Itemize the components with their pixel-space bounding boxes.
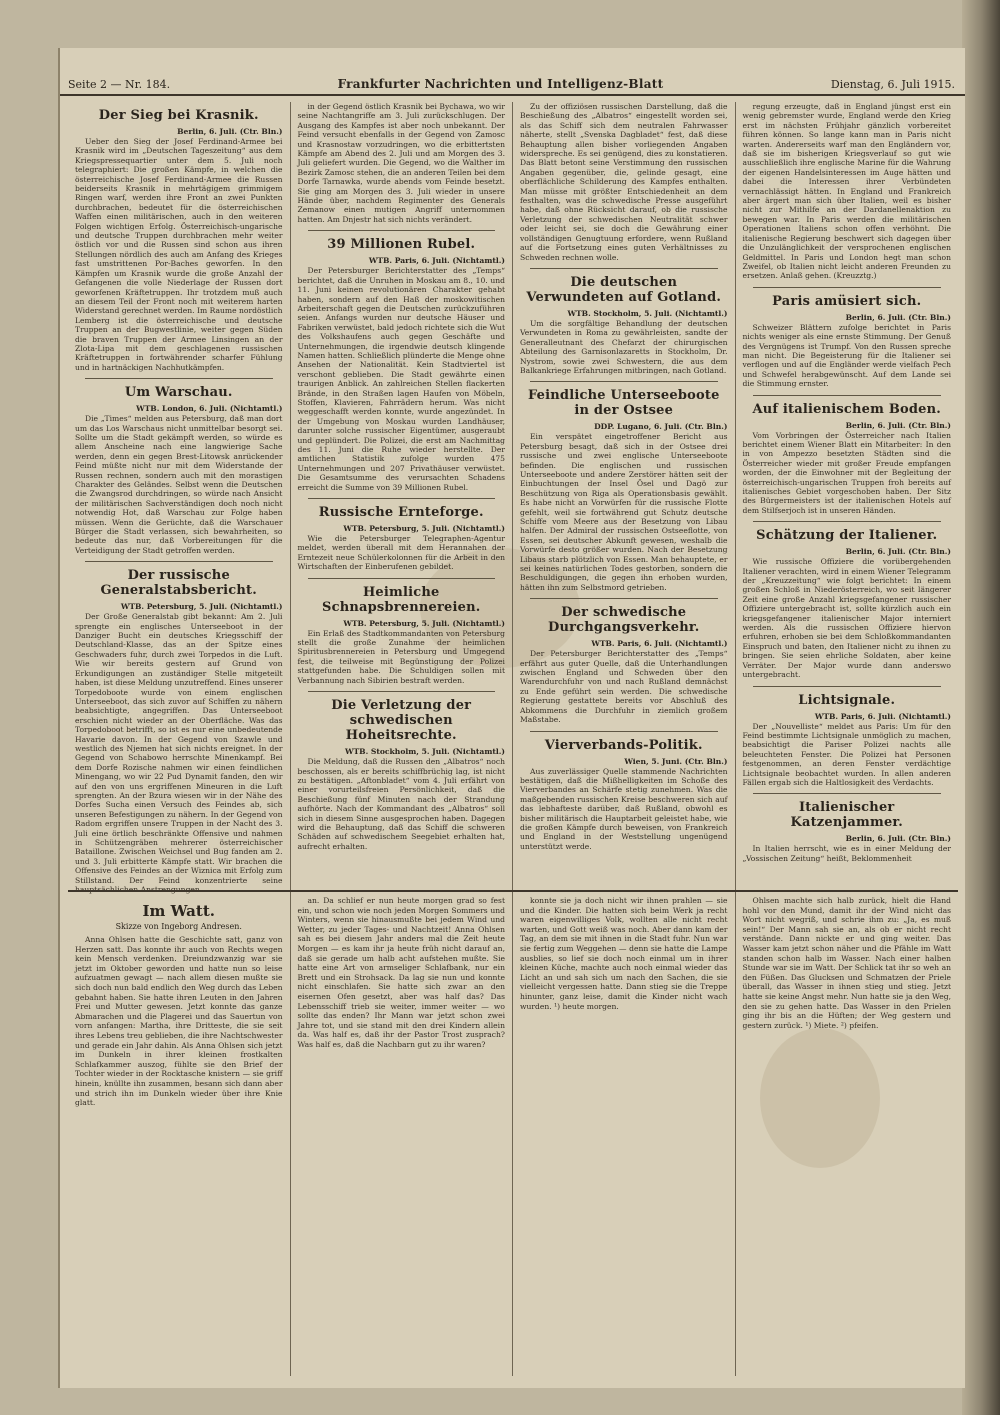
article-dateline: WTB. Paris, 6. Juli. (Nichtamtl.) bbox=[591, 639, 728, 649]
article-dateline: Wien, 5. Juni. (Ctr. Bln.) bbox=[624, 756, 728, 766]
article-body: Ein Erlaß des Stadtkommandanten von Petersburg stellt die große Zunahme der heimlichen Spiritusbrennereien in Petersburg und Umgegend fest, die teilweise mit Begünstigung der Polizei stattgefunden habe. Die Schuldigen sollen mit Verbannung nach Sibirien bestraft werden. bbox=[297, 628, 505, 685]
article-headline: 39 Millionen Rubel. bbox=[327, 237, 476, 253]
article-separator bbox=[85, 378, 273, 379]
news-column bbox=[736, 102, 959, 900]
article-headline: Auf italienischem Boden. bbox=[752, 401, 942, 417]
article-dateline: WTB. Petersburg, 5. Juli. (Nichtamtl.) bbox=[120, 602, 283, 612]
article-body: Wie die Petersburger Telegraphen-Agentur meldet, werden überall mit dem Herannahen der Erntezeit neue Schülerkolonnen für die Arbeit in den Wirtschaften der Einberufenen gebildet. bbox=[297, 534, 505, 572]
article bbox=[298, 237, 506, 492]
article-body: Der Petersburger Berichterstatter des „Temps“ erfährt aus guter Quelle, daß die Unterhandlungen zwischen England und Schweden über den Warendurchfuhr von und nach Rußland demnächst zu Ende geführt sein werden. Die schwedische Regierung gestattete bereits vor Abschluß des Abkommens die Durchfuhr in ziemlich großem Maßstabe. bbox=[520, 649, 728, 725]
article bbox=[743, 693, 952, 788]
article-separator bbox=[753, 287, 942, 288]
page-shadow-edge bbox=[962, 0, 1000, 1415]
article-headline: Der Sieg bei Krasnik. bbox=[98, 108, 259, 123]
article bbox=[520, 605, 728, 724]
article-separator bbox=[308, 578, 496, 579]
article-headline: Der russische Generalstabsbericht. bbox=[100, 568, 257, 599]
article bbox=[298, 102, 506, 224]
article-separator bbox=[308, 498, 496, 499]
article-dateline: DDP. Lugano, 6. Juli. (Ctr. Bln.) bbox=[594, 422, 728, 432]
article-separator bbox=[753, 686, 942, 687]
article bbox=[75, 108, 283, 372]
page-header bbox=[60, 66, 965, 96]
article-body: regung erzeugte, daß in England jüngst erst ein wenig gebremster wurde, England werde den Krieg erst im nächsten Frühjahr gänzlich vorbereitet führen können. So lange kann man in Paris nicht warten. Andererseits warf man den Engländern vor, daß sie im bisherigen Kriegsverlauf so gut wie ausschließlich ihre englische Marine für die Wahrung der eigenen Handelsinteressen im Auge hätten und dabei die Interessen ihrer Verbündeten vernachlässigt hätten. In England und Frankreich aber ärgert man sich über Italien, weil es bisher nicht zur Mithilfe an der Dardanellenaktion zu bewegen war. In Paris werden die militärischen Operationen Italiens schon offen verhöhnt. Die italienische Regierung beschwert sich dagegen über die Unzulänglichkeit der versprochenen englischen Geldmittel. In Paris und London hegt man schon Zweifel, ob Italien nicht leicht anderen Freunden zu ersetzen. Anlaß gehen. (Kreuzztg.) bbox=[742, 102, 951, 281]
article-dateline: WTB. Petersburg, 5. Juli. (Nichtamtl.) bbox=[343, 524, 505, 534]
article bbox=[743, 800, 952, 863]
article-body: Schweizer Blättern zufolge berichtet in Paris nichts weniger als eine ernste Stimmung. Der Genuß des Vergnügens ist Trumpf. Von den Russen spreche man nicht. Die Begeisterung für die Italiener sei verflogen und auf die Engländer werde vielfach Pech und Schwefel herabgewünscht. Auf dem Lande sei die Stimmung ernster. bbox=[742, 322, 951, 389]
article bbox=[75, 385, 283, 555]
article-dateline: Berlin, 6. Juli. (Ctr. Bln.) bbox=[845, 420, 951, 430]
article bbox=[298, 698, 506, 851]
article bbox=[743, 294, 952, 389]
feuilleton-column bbox=[736, 896, 959, 1376]
feuilleton-author: Skizze von Ingeborg Andresen. bbox=[115, 922, 242, 931]
article-dateline: Berlin, 6. Juli. (Ctr. Bln.) bbox=[177, 127, 283, 136]
article-separator bbox=[308, 230, 496, 231]
page-number: Seite 2 — Nr. 184. bbox=[68, 78, 171, 91]
article-headline: Die Verletzung der schwedischen Hoheitsrechte. bbox=[331, 698, 472, 744]
article-body: In Italien herrscht, wie es in einer Meldung der „Vossischen Zeitung“ heißt, Beklommenheit bbox=[742, 844, 951, 863]
article-headline: Italienischer Katzenjammer. bbox=[790, 800, 904, 831]
article-body: Die „Times“ melden aus Petersburg, daß man dort um das Los Warschaus nicht unmittelbar besorgt sei. Sollte um die Stadt gekämpft werden, so würde es allem Anscheine nach eine langwierige Sache werden, denn ein gegen Brest-Litowsk anrückender Feind müßte nicht nur mit dem Widerstande der Russen rechnen, sondern auch mit den morastigen Charakter des Geländes. Selbst wenn die Deutschen die Zwangsrod durchdringen, so würde nach Ansicht der militärischen Sachverständigen doch noch nicht notwendig Hot, daß Warschau zur Folge haben müssen. Wenn die Gerüchte, daß die Warschauer Bürger die Stadt verlassen, sich bewahrheiten, so bedeute das nur, daß Vorbereitungen für die Verteidigung der Stadt getroffen werden. bbox=[75, 414, 283, 555]
article-separator bbox=[753, 793, 942, 794]
newspaper-page bbox=[58, 48, 965, 1388]
feuilleton-text: Ohlsen machte sich halb zurück, hielt die Hand hohl vor den Mund, damit ihr der Wind nicht das Wort nicht wegriß, und schrie ihm zu: „Ja, es muß sein!“ Der Mann sah sie an, als ob er nicht recht verstände. Dann nickte er und ging weiter. Das Wasser kam jetzt schon näher und die Pfähle im Watt standen schon halb im Wasser. Nach einer halben Stunde war sie im Watt. Der Schlick tat ihr so weh an den Füßen. Das Glucksen und Schmatzen der Priele überall, das Wasser in ihnen stieg und stieg. Jetzt hatte sie keine Angst mehr. Nun hatte sie ja den Weg, den sie zu gehen hatte. Das Wasser in den Prielen ging ihr bis an die Hüften; der Weg gestern und gestern zurück. ¹) Miete. ²) pfeifen. bbox=[742, 896, 951, 1030]
article-separator bbox=[530, 731, 718, 732]
article-headline: Feindliche Unterseeboote in der Ostsee bbox=[527, 388, 720, 419]
article-dateline: WTB. Petersburg, 5. Juli. (Nichtamtl.) bbox=[343, 618, 505, 628]
article-headline: Heimliche Schnapsbrennereien. bbox=[321, 584, 481, 615]
article-body: Ein verspätet eingetroffener Bericht aus Petersburg besagt, daß sich in der Ostsee drei russische und zwei englische Unterseeboote befinden. Die englischen und russischen Unterseeboote und andere Zerstörer hätten seit der Einbuchtungen der Insel Ösel und Dagö zur Beschützung von Riga als Operationsbasis gewählt. Es habe nicht an Vorwürfen für die russische Flotte gefehlt, weil sie fortwährend gut Schutz deutsche Schiffe vom Meere aus der Besetzung von Libau halfen. Der Admiral der russischen Ostseeflotte, von Essen, sei deutscher Abkunft gewesen, weshalb die Vorwürfe desto größer wurden. Nach der Besetzung Libaus starb plötzlich von Essen. Man behauptete, er sei keines natürlichen Todes gestorben, sondern die Beschuldigungen, die gegen ihn erhoben wurden, hätten ihn zum Selbstmord getrieben. bbox=[520, 432, 728, 592]
article bbox=[743, 402, 952, 516]
news-columns bbox=[68, 102, 958, 895]
article-body: Aus zuverlässiger Quelle stammende Nachrichten bestätigen, daß die Mißhelligkeiten im Schoße des Vierverbandes an Schärfe stetig zunehmen. Was die maßgebenden russischen Kreise beschweren sich auf das lebhafteste darüber, daß Rußland, obwohl es bisher militärisch die Hauptarbeit geleistet habe, wie die großen Kämpfe durch beweisen, von Frankreich und England in der Weststellung ungenügend unterstützt werde. bbox=[520, 766, 728, 851]
feuilleton-divider bbox=[68, 890, 958, 892]
article-body: Der „Nouvelliste“ meldet aus Paris: Um für den Feind bestimmte Lichtsignale unmöglich zu machen, beabsichtigt die Pariser Polizei nachts alle beleuchteten Fenster. Die Polizei hat Personen festgenommen, an deren Fenster verdächtige Lichtsignale beobachtet wurden. In allen anderen Fällen ergab sich die Haltlosigkeit des Verdachts. bbox=[742, 721, 951, 787]
feuilleton-text: Anna Ohlsen hatte die Geschichte satt, ganz von Herzen satt. Das konnte ihr auch von Rechts wegen kein Mensch verdenken. Dreiundzwanzig war sie jetzt im Oktober geworden und hatte nun so leise aufzuatmen gewagt — nach allem diesen mußte sie sich doch nun bald endlich den Weg durch das Leben gebahnt haben. Sie hatte ihren Leuten in den Jahren Frei und Mutter gewesen. Jetzt konnte das ganze Abmarachen und die Plagerei und das Sauertun von vorn anfangen: Martha, ihre Dritteste, die sie seit ihres Lebens treu geblieben, die ihre Nachtschwester und gerade ein Jahr dahin. Als Anna Ohlsen sich jetzt im Dunkeln in ihrer kleinen frostkalten Schlafkammer auszog, fühlte sie den Brief der Tochter wieder in der Rocktasche knistern — sie griff hinein, knüllte ihn zusammen, besann sich dann aber und strich ihn im Dunkeln wieder über ihre Knie glatt. bbox=[75, 935, 283, 1108]
article bbox=[298, 505, 506, 572]
article-headline: Russische Ernteforge. bbox=[318, 505, 484, 521]
news-column bbox=[513, 102, 736, 900]
article-body: in der Gegend östlich Krasnik bei Bychawa, wo wir seine Nachtangriffe am 3. Juli zurückschlugen. Der Ausgang des Kampfes ist aber noch unbekannt. Der Feind versucht ebenfalls in der Gegend von Zamosc und Krasnostaw vorzudringen, wo die erbittertsten Kämpfe am Abend des 2. Juli und am Morgen des 3. Juli geliefert wurden. Die Gegend, wo die Walther im Bezirk Zamosc stehen, die an anderen Teilen bei dem Dorfe Tarnawka, wurde abends vom Feinde besetzt. Sie ging am Morgen des 3. Juli wieder in unsere Hände über, nachdem Regimenter des Generals Zemanow einen mutigen Angriff unternommen hatten. Am Dnjestr hat sich nichts verändert. bbox=[297, 102, 505, 224]
article-dateline: Berlin, 6. Juli. (Ctr. Bln.) bbox=[845, 834, 951, 844]
feuilleton-column bbox=[291, 896, 514, 1376]
news-column bbox=[68, 102, 291, 900]
feuilleton-column bbox=[68, 896, 291, 1376]
feuilleton-title: Im Watt. bbox=[142, 902, 215, 920]
article-dateline: WTB. Stockholm, 5. Juli. (Nichtamtl.) bbox=[567, 308, 728, 318]
article-body: Der Große Generalstab gibt bekannt: Am 2. Juli sprengte ein englisches Unterseeboot in der Danziger Bucht ein deutsches Kriegsschiff der Deutschland-Klasse, das an der Spitze eines Geschwaders fuhr, durch zwei Torpedos in die Luft. Wie wir bereits gestern auf Grund von Erkundigungen an zuständiger Stelle mitgeteilt haben, ist diese Meldung unzutreffend. Eines unserer Torpedoboote wurde von einem englischen Unterseeboot, das sich zuvor auf Schiffen zu nähern beabsichtigte, angegriffen. Das Unterseeboot erschien nicht wieder an der Oberfläche. Was das Torpedoboot betrifft, so ist es nur eine unbedeutende Havarie davon. In der Gegend von Szawle und westlich des Njemen hat sich nichts ereignet. In der Gegend von Schabowo herrschte Minenkampf. Bei dem Dorfe Rozische nahmen wir einen feindlichen Minengang, wo wir 22 Pud Dynamit fanden, den wir auf den von uns ergriffenen Mineuren in die Luft sprengten. An der Bzura wiesen wir in der Nähe des Dorfes Sucha einen Versuch des Feindes ab, sich unseren Befestigungen zu nähern. In der Gegend von Radom ergriffen unsere Truppen in der Nacht des 3. Juli eine örtlich beschränkte Offensive und nahmen in Schützengräben mehrerer österreichischer Bataillone. Zwischen Weichsel und Bug fanden am 2. und 3. Juli erbitterte Kämpfe statt. Wir brachen die Offensive des Feindes an der Wiznica mit Erfolg zum Stillstand. Der Feind konzentrierte seine hauptsächlichen Anstrengungen bbox=[75, 612, 283, 895]
feuilleton-section bbox=[68, 896, 958, 1376]
article-headline: Vierverbands-Politik. bbox=[544, 737, 703, 753]
issue-date: Dienstag, 6. Juli 1915. bbox=[830, 78, 955, 91]
article-body: Vom Vorbringen der Österreicher nach Italien berichtet einem Wiener Blatt ein Mitarbeiter: In den in von Ampezzo besetzten Städten sind die Österreicher wieder mit großer Freude empfangen worden, der die Einwohner mit der Begleitung der österreichisch-ungarischen Truppen froh bereits auf italienisches Gebiet vorgeschoben haben. Der Sitz des Bürgermeisters ist der italienischen Hotels auf dem Stilfserjoch ist in unseren Händen. bbox=[742, 430, 951, 515]
article-separator bbox=[85, 561, 273, 562]
article bbox=[75, 568, 283, 894]
article-separator bbox=[753, 395, 942, 396]
article-dateline: WTB. London, 6. Juli. (Nichtamtl.) bbox=[136, 404, 283, 414]
article-separator bbox=[530, 268, 718, 269]
article bbox=[520, 102, 728, 262]
article-dateline: WTB. Paris, 6. Juli. (Nichtamtl.) bbox=[368, 256, 505, 266]
article-headline: Der schwedische Durchgangsverkehr. bbox=[547, 605, 700, 636]
article-body: Zu der offiziösen russischen Darstellung, daß die Beschießung des „Albatros“ eingestellt worden sei, als das Schiff sich dem neutralen Fahrwasser näherte, stellt „Svenska Dagbladet“ fest, daß diese Behauptung allen bisher vorliegenden Angaben widerspreche. Es sei genügend, dies zu konstatieren. Das Blatt betont seine Verstimmung den russischen Angaben gegenüber, die, gelinde gesagt, eine oberflächliche Schilderung des Kampfes enthalten. Man müsse mit größter Entschiedenheit an dem festhalten, was die schwedische Presse ausgeführt habe, daß ohne Rücksicht darauf, ob die russische Verletzung der schwedischen Neutralität schwer oder leicht sei, sie doch die Gewährung einer vollständigen Genugtuung erfordere, wenn Rußland auf die Fortsetzung eines guten Verhältnisses zu Schweden rechnen wolle. bbox=[520, 102, 728, 262]
article-dateline: WTB. Stockholm, 5. Juli. (Nichtamtl.) bbox=[344, 747, 505, 757]
feuilleton-text: konnte sie ja doch nicht wir ihnen prahlen — sie und die Kinder. Die hatten sich beim Werk ja recht waren eigenwilliges Volk, wollten alle nicht recht warten, und Gott weiß was noch. Aber dann kam der Tag, an dem sie mit ihnen in die Stadt fuhr. Nun war sie fertig zum Weggehen — denn sie hatte die Lampe ausblies, so lief sie doch noch einmal um in ihrer kleinen Küche, machte auch noch einmal wieder das Licht an und sah sich um nach den Sachen, die sie vielleicht vergessen hatte. Dann stieg sie die Treppe hinunter, ganz leise, damit die Kinder nicht wach wurden. ¹) heute morgen. bbox=[520, 896, 728, 1011]
article bbox=[743, 528, 952, 679]
article-separator bbox=[308, 691, 496, 692]
article-headline: Paris amüsiert sich. bbox=[772, 293, 922, 309]
article-body: Die Meldung, daß die Russen den „Albatros“ noch beschossen, als er bereits schiffbrüchig lag, ist nicht zu bestätigen. „Aftonbladet“ vom 4. Juli erfährt von einer vorurteilsfreien Persönlichkeit, daß die Beschießung fünf Minuten nach der Strandung aufhörte. Nach der Kommandant des „Albatros“ soll sich in diesem Sinne ausgesprochen haben. Dagegen wird die Behauptung, daß das Schiff die schweren Schäden auf schwedischem Seegebiet erhalten hat, aufrecht erhalten. bbox=[297, 757, 505, 851]
article-headline: Lichtsignale. bbox=[798, 692, 896, 708]
article-separator bbox=[530, 598, 718, 599]
article-separator bbox=[753, 521, 942, 522]
feuilleton-text: an. Da schlief er nun heute morgen grad so fest ein, und schon wie noch jeden Morgen Sommers und Winters, wenn sie hinausmußte bei jedem Wind und Wetter, zu jeder Tages- und Nachtzeit! Anna Ohlsen sah es bei diesem Jahr anders mal die Zeit heute Morgen — es kam ihr ja heute früh nicht darauf an, daß sie gerade um halb acht aufstehen mußte. Sie hatte eine Art von armseliger Schlafbank, nur ein Brett und ein Strohsack. Da lag sie nun und konnte nicht einschlafen. Sie hatte sich zwar an den eisernen Ofen gesetzt, aber was half das? Das Lebensschiff trieb sie weiter, immer weiter — wo sollte das enden? Ihr Mann war jetzt schon zwei Jahre tot, und sie stand mit den drei Kindern allein da. Was half es, daß ihr der Pastor Trost zusprach? Was half es, daß die Nachbarn gut zu ihr waren? bbox=[297, 896, 505, 1049]
article-dateline: Berlin, 6. Juli. (Ctr. Bln.) bbox=[845, 312, 951, 322]
article-headline: Um Warschau. bbox=[124, 385, 233, 401]
article bbox=[298, 585, 506, 685]
news-column bbox=[291, 102, 514, 900]
article-body: Um die sorgfältige Behandlung der deutschen Verwundeten in Roma zu gewährleisten, sandte der Generalleutnant des Chefarzt der chirurgischen Abteilung des Garnisonlazaretts in Stockholm, Dr. Nystrom, sowie zwei Schwestern, die aus dem Balkankriege Erfahrungen mitbringen, nach Gotland. bbox=[520, 318, 728, 375]
article bbox=[520, 275, 728, 375]
article-body: Ueber den Sieg der Josef Ferdinand-Armee bei Krasnik wird im „Deutschen Tageszeitung“ aus dem Kriegspressequartier unter dem 5. Juli noch telegraphiert: Die großen Kämpfe, in welchen die österreichische Josef Ferdinand-Armee die Russen beiderseits Krasnik in mehrtägigem grimmigem Ringen warf, werden ihre Front an zwei Punkten durchbrachen, bedeutet für die österreichischen Waffen einen militärischen, auch in den weiteren Folgen wichtigen Erfolg. Österreichisch-ungarische und deutsche Truppen durchbrachen mehr weiter östlich vor und die Russen sind schon aus ihren Stellungen nördlich des auch am Anfang des Krieges fast umstrittenen Por-Baches geworfen. In den Kämpfen um Krasnik wurde die große Anzahl der Gefangenen die volle Niederlage der Russen dort geworfenen Kräftetruppen. Ihr trotzdem muß auch an diesem Teil der Front noch mit weiterem harten Widerstand gerechnet werden. Im Raume nordöstlich Lemberg ist die österreichische und deutsche Truppen an der Bugwestlinie, weiter gegen Süden die braven Truppen der Armee Linsingen an der Zlota-Lipa mit dem geschlagenen russischen Kräftetruppen in fortwährender scharfer Fühlung und in hartnäckigen Nachhutkämpfen. bbox=[75, 137, 283, 372]
article-headline: Die deutschen Verwundeten auf Gotland. bbox=[526, 274, 722, 305]
article-body: Der Petersburger Berichterstatter des „Temps“ berichtet, daß die Unruhen in Moskau am 8., 10. und 11. Juni keinen revolutionären Charakter gehabt haben, sondern auf den Haß der moskowitischen Arbeiterschaft gegen die Deutschen zurückzuführen seien. Anfangs wurden nur deutsche Häuser und Fabriken verwüstet, bald jedoch richtete sich die Wut des Volkshaufens auch gegen Geschäfte und Unternehmungen, die irgendwie deutsch klingende Namen hatten. Schließlich plünderte die Menge ohne Ansehen der Nationalität. Kein Stadtviertel ist verschont geblieben. Die Stadt gewährte einen traurigen Anblick. An zahlreichen Stellen flackerten Brände, in den Straßen lagen Haufen von Möbeln, Stoffen, Klavieren, Fahrrädern herum. Was nicht weggeschafft werden konnte, wurde angezündet. In der Umgebung von Moskau wurden Landhäuser, darunter solche russischer Eigentümer, ausgeraubt und geplündert. Die Polizei, die erst am Nachmittag des 11. Juni die Ruhe wieder herstellte. Der amtlichen Statistik zufolge wurden 475 Unternehmungen und 207 Privathäuser verwüstet. Die Gesamtsumme des verursachten Schadens erreicht die Summe von 39 Millionen Rubel. bbox=[297, 266, 505, 492]
article bbox=[520, 388, 728, 592]
article bbox=[743, 102, 952, 281]
article-body: Wie russische Offiziere die vorübergehenden Italiener verachten, wird in einem Wiener Telegramm der „Kreuzzeitung“ wie folgt berichtet: In einem großen Schloß in Niederösterreich, wo seit längerer Zeit eine große Anzahl kriegsgefangener russischer Offiziere untergebracht ist, sollte kürzlich auch ein kriegsgefangener italienischer Major interniert werden. Als die russischen Offiziere hiervon erfuhren, erhoben sie bei dem Schloßkommandanten Einspruch und baten, den Italiener nicht zu ihnen zu bringen. Sie seien ehrliche Soldaten, aber keine Verräter. Der Major wurde dann anderswo untergebracht. bbox=[742, 557, 951, 680]
article bbox=[520, 738, 728, 852]
article-dateline: WTB. Paris, 6. Juli. (Nichtamtl.) bbox=[814, 711, 951, 721]
newspaper-title: Frankfurter Nachrichten und Intelligenz-Blatt bbox=[337, 77, 664, 91]
article-dateline: Berlin, 6. Juli. (Ctr. Bln.) bbox=[845, 547, 951, 557]
article-separator bbox=[530, 381, 718, 382]
article-headline: Schätzung der Italiener. bbox=[756, 528, 938, 544]
feuilleton-column bbox=[513, 896, 736, 1376]
